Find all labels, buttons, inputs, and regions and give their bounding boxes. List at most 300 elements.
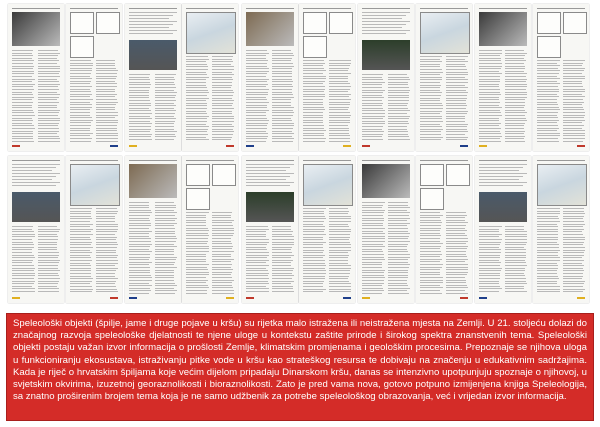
page-photo: [129, 40, 177, 70]
page-text-line: [563, 273, 583, 274]
page-text-line: [537, 239, 558, 240]
page-text-line: [362, 277, 385, 278]
page-text-line: [537, 255, 558, 256]
page-text-line: [446, 251, 466, 252]
page-text-line: [272, 110, 293, 111]
page-text-line: [212, 243, 232, 244]
page-text-line: [479, 94, 501, 95]
page-text-line: [155, 108, 174, 109]
page-text-line: [329, 133, 349, 134]
page-text-line: [186, 277, 206, 278]
page-text-line: [186, 72, 206, 73]
page-text-line: [12, 112, 34, 113]
page-text-line: [362, 110, 385, 111]
page-text-line: [96, 89, 115, 90]
page-text-line: [129, 215, 150, 216]
page-text-line: [272, 257, 291, 258]
page-footer-stripe: [129, 145, 137, 147]
page-text-line: [420, 251, 441, 252]
page-text-line: [505, 99, 525, 100]
page-text-line: [388, 220, 407, 221]
page-text-line: [329, 125, 348, 126]
page-text-line: [388, 259, 408, 260]
page-text-line: [96, 70, 118, 71]
page-text-line: [420, 137, 443, 138]
page-text-line: [212, 59, 232, 60]
page-text-line: [96, 91, 115, 92]
page-text-line: [12, 278, 34, 279]
page-text-line: [420, 116, 442, 117]
page-text-line: [155, 215, 175, 216]
page-text-line: [388, 134, 408, 135]
page-text-line: [329, 78, 348, 79]
page-text-line: [479, 105, 499, 106]
page-text-line: [537, 68, 558, 69]
page-text-line: [388, 288, 410, 289]
page-text-line: [96, 122, 118, 123]
page-text-line: [212, 238, 231, 239]
page-text-line: [38, 55, 58, 56]
page-text-line: [362, 223, 383, 224]
page-text-line: [479, 71, 499, 72]
page-text-line: [420, 87, 440, 88]
page-text-line: [388, 275, 408, 276]
page-footer-stripe: [110, 145, 118, 147]
page-text-line: [129, 118, 152, 119]
page-text-line: [96, 239, 116, 240]
page-text-line: [362, 251, 383, 252]
page-text-line: [505, 79, 527, 80]
page-text-line: [38, 260, 60, 261]
page-text-line: [479, 270, 501, 271]
page-text-line: [272, 226, 291, 227]
page-text-line: [446, 217, 465, 218]
page-text-line: [303, 102, 323, 103]
page-text-line: [446, 293, 468, 294]
page-text-line: [446, 212, 466, 213]
page-text-line: [129, 283, 149, 284]
page-text-line: [12, 73, 34, 74]
page-photo: [479, 192, 527, 222]
page-text-line: [446, 248, 467, 249]
page-text-line: [246, 123, 268, 124]
page-text-line: [388, 280, 407, 281]
page-text-line: [155, 129, 174, 130]
page-text-line: [537, 115, 557, 116]
page-text-line: [212, 134, 233, 135]
page-text-line: [272, 118, 291, 119]
page-text-line: [446, 290, 465, 291]
page-text-line: [186, 100, 206, 101]
page-text-line: [38, 107, 57, 108]
page-text-line: [329, 107, 349, 108]
page-text-line: [563, 216, 584, 217]
page-text-line: [446, 254, 466, 255]
page-text-line: [12, 102, 33, 103]
page-text-line: [246, 133, 268, 134]
page-photo: [479, 12, 527, 46]
page-text-line: [12, 115, 35, 116]
page-text-line: [537, 229, 558, 230]
page-text-line: [212, 72, 232, 73]
page-text-line: [12, 123, 32, 124]
page-text-line: [362, 18, 402, 19]
page-text-line: [186, 285, 208, 286]
page-text-line: [212, 251, 234, 252]
page-text-line: [303, 122, 323, 123]
page-text-line: [563, 247, 585, 248]
page-text-line: [479, 286, 500, 287]
page-text-line: [362, 27, 402, 28]
page-text-line: [186, 259, 206, 260]
page-text-line: [272, 84, 292, 85]
page-text-line: [38, 242, 57, 243]
page-text-line: [155, 270, 174, 271]
page-text-line: [329, 250, 351, 251]
page-text-line: [38, 138, 60, 139]
page-text-line: [479, 112, 501, 113]
page-text-line: [129, 110, 151, 111]
page-text-line: [212, 118, 234, 119]
page-text-line: [388, 92, 409, 93]
page-text-line: [329, 73, 351, 74]
page-text-line: [362, 293, 382, 294]
page-text-line: [303, 239, 323, 240]
page-text-line: [12, 136, 33, 137]
page-text-line: [479, 170, 519, 171]
page-text-line: [38, 247, 57, 248]
page-text-line: [537, 291, 560, 292]
page-text-line: [563, 135, 585, 136]
page-text-line: [246, 136, 268, 137]
page-text-line: [246, 79, 269, 80]
page-text-line: [388, 121, 408, 122]
page-text-line: [362, 108, 383, 109]
page-text-line: [420, 82, 440, 83]
page-text-line: [272, 68, 292, 69]
page-text-line: [212, 87, 231, 88]
page-text-line: [420, 282, 443, 283]
page-text-line: [362, 218, 384, 219]
page-text-line: [505, 120, 527, 121]
book-page-thumbnail: [125, 156, 181, 303]
book-page-thumbnail: [358, 4, 414, 151]
page-text-line: [212, 272, 232, 273]
page-text-line: [563, 250, 585, 251]
page-text-line: [505, 255, 526, 256]
page-text-line: [329, 122, 350, 123]
page-text-line: [420, 61, 442, 62]
page-text-line: [479, 99, 499, 100]
page-text-line: [12, 185, 56, 186]
page-text-line: [96, 86, 117, 87]
page-text-line: [70, 117, 92, 118]
page-text-line: [446, 228, 465, 229]
page-text-line: [420, 59, 440, 60]
page-text-line: [129, 285, 152, 286]
page-text-line: [38, 288, 59, 289]
page-text-line: [362, 103, 383, 104]
page-text-line: [329, 96, 349, 97]
page-text-line: [303, 273, 326, 274]
page-text-line: [303, 96, 325, 97]
page-text-line: [537, 89, 559, 90]
page-text-line: [12, 60, 34, 61]
page-text-line: [96, 231, 117, 232]
page-text-line: [563, 112, 585, 113]
page-text-line: [446, 85, 465, 86]
page-text-line: [96, 268, 118, 269]
page-text-line: [446, 113, 467, 114]
page-text-line: [96, 68, 116, 69]
page-text-line: [272, 71, 292, 72]
page-text-line: [129, 254, 150, 255]
page-text-line: [505, 73, 527, 74]
page-text-line: [479, 229, 499, 230]
page-text-line: [70, 213, 91, 214]
page-text-line: [303, 89, 325, 90]
page-text-line: [505, 89, 526, 90]
page-text-line: [446, 103, 466, 104]
page-text-line: [12, 281, 35, 282]
page-text-line: [155, 205, 176, 206]
page-text-line: [505, 102, 525, 103]
page-text-line: [12, 173, 60, 174]
page-text-line: [329, 276, 349, 277]
page-text-line: [212, 113, 232, 114]
page-text-line: [537, 224, 557, 225]
page-text-line: [388, 74, 407, 75]
page-text-line: [479, 53, 502, 54]
page-text-line: [303, 99, 323, 100]
page-text-line: [212, 69, 234, 70]
page-text-line: [479, 58, 501, 59]
page-text-line: [479, 66, 502, 67]
page-text-line: [155, 123, 174, 124]
page-text-line: [155, 110, 176, 111]
page-text-line: [303, 244, 323, 245]
page-text-line: [420, 121, 443, 122]
page-text-line: [129, 123, 152, 124]
page-text-line: [12, 270, 34, 271]
page-text-line: [70, 247, 93, 248]
page-text-line: [420, 261, 440, 262]
page-text-line: [96, 229, 118, 230]
page-text-line: [479, 125, 499, 126]
page-text-line: [479, 236, 499, 237]
page-text-line: [129, 74, 150, 75]
page-text-line: [272, 278, 292, 279]
page-text-line: [329, 68, 349, 69]
page-text-line: [38, 252, 59, 253]
page-text-line: [537, 138, 558, 139]
page-text-line: [329, 286, 351, 287]
page-text-line: [12, 89, 34, 90]
page-text-line: [303, 135, 324, 136]
page-text-line: [155, 126, 174, 127]
page-text-line: [420, 77, 442, 78]
page-text-line: [479, 102, 500, 103]
page-text-line: [70, 73, 91, 74]
page-text-line: [563, 65, 582, 66]
page-text-line: [479, 131, 500, 132]
page-text-line: [70, 63, 93, 64]
page-text-line: [186, 139, 209, 140]
page-text-line: [388, 249, 407, 250]
page-text-line: [362, 129, 382, 130]
page-text-line: [329, 255, 349, 256]
page-text-line: [537, 226, 558, 227]
page-text-line: [537, 286, 560, 287]
page-text-line: [537, 242, 557, 243]
page-header-rule: [12, 160, 60, 161]
page-text-line: [362, 121, 385, 122]
page-text-line: [505, 244, 526, 245]
page-text-line: [212, 121, 234, 122]
page-text-line: [479, 239, 502, 240]
page-text-line: [505, 86, 527, 87]
page-text-line: [420, 259, 442, 260]
page-text-line: [479, 173, 527, 174]
page-text-line: [129, 24, 173, 25]
page-text-line: [362, 84, 382, 85]
page-text-line: [96, 135, 118, 136]
page-text-line: [96, 76, 117, 77]
page-text-line: [537, 91, 559, 92]
page-text-line: [212, 129, 233, 130]
page-illustration: [303, 36, 327, 58]
page-text-line: [446, 61, 468, 62]
page-text-line: [96, 281, 116, 282]
page-text-line: [505, 270, 525, 271]
page-illustration: [186, 188, 210, 210]
page-text-line: [563, 76, 585, 77]
page-text-line: [303, 247, 323, 248]
page-text-line: [155, 275, 174, 276]
page-text-line: [479, 283, 499, 284]
page-text-line: [479, 255, 500, 256]
page-text-line: [272, 133, 294, 134]
page-text-line: [329, 239, 349, 240]
page-text-line: [388, 223, 410, 224]
page-text-line: [212, 61, 233, 62]
page-text-line: [479, 138, 500, 139]
page-text-line: [563, 242, 584, 243]
page-text-line: [12, 84, 35, 85]
page-text-line: [388, 116, 410, 117]
page-text-line: [155, 257, 177, 258]
page-text-line: [212, 139, 231, 140]
page-text-line: [303, 242, 326, 243]
page-text-line: [246, 234, 266, 235]
page-text-line: [362, 118, 383, 119]
page-text-line: [420, 215, 443, 216]
page-text-line: [563, 117, 584, 118]
page-text-line: [388, 277, 408, 278]
page-text-line: [96, 252, 116, 253]
page-text-line: [303, 265, 326, 266]
page-text-line: [505, 257, 526, 258]
page-text-line: [505, 281, 526, 282]
page-text-line: [12, 110, 33, 111]
page-text-line: [212, 228, 234, 229]
page-text-line: [272, 275, 294, 276]
page-text-line: [96, 65, 115, 66]
page-text-line: [362, 241, 385, 242]
page-text-line: [563, 278, 582, 279]
page-text-line: [505, 249, 526, 250]
page-text-line: [38, 118, 60, 119]
page-text-line: [479, 260, 499, 261]
page-text-line: [479, 249, 501, 250]
page-text-line: [388, 207, 410, 208]
page-text-line: [563, 109, 584, 110]
page-text-line: [388, 84, 408, 85]
page-text-line: [246, 60, 268, 61]
page-text-line: [505, 236, 527, 237]
page-text-line: [246, 105, 267, 106]
page-text-line: [212, 95, 233, 96]
page-text-line: [212, 285, 232, 286]
page-text-line: [212, 131, 234, 132]
page-text-line: [479, 84, 499, 85]
page-header-rule: [70, 160, 118, 161]
page-text-line: [96, 102, 118, 103]
page-text-line: [303, 112, 323, 113]
page-text-line: [38, 273, 58, 274]
page-text-line: [362, 126, 383, 127]
page-text-line: [505, 260, 525, 261]
page-text-line: [537, 247, 559, 248]
page-text-line: [446, 66, 466, 67]
page-text-line: [505, 76, 526, 77]
page-text-line: [388, 110, 410, 111]
page-text-line: [246, 244, 267, 245]
page-text-line: [420, 134, 441, 135]
page-text-line: [505, 50, 524, 51]
page-text-line: [12, 131, 33, 132]
page-text-line: [129, 228, 149, 229]
page-text-line: [38, 275, 59, 276]
page-text-line: [362, 77, 382, 78]
page-text-line: [155, 74, 176, 75]
page-text-line: [129, 30, 177, 31]
page-text-line: [246, 262, 266, 263]
page-text-line: [38, 234, 57, 235]
page-text-line: [505, 275, 525, 276]
page-text-line: [362, 267, 382, 268]
book-page-thumbnail: [66, 156, 122, 303]
page-text-line: [212, 235, 233, 236]
page-text-line: [129, 15, 173, 16]
page-text-line: [96, 211, 118, 212]
page-text-line: [329, 63, 351, 64]
page-text-line: [186, 108, 207, 109]
page-text-line: [96, 107, 115, 108]
book-page-thumbnail: [475, 4, 531, 151]
page-text-line: [246, 99, 267, 100]
page-text-line: [329, 270, 350, 271]
page-text-line: [186, 267, 207, 268]
page-text-line: [155, 262, 175, 263]
page-text-line: [96, 291, 118, 292]
page-text-line: [129, 103, 151, 104]
page-text-line: [12, 79, 35, 80]
page-text-line: [129, 79, 150, 80]
page-text-line: [479, 128, 501, 129]
page-text-line: [563, 70, 584, 71]
page-text-line: [537, 141, 559, 142]
